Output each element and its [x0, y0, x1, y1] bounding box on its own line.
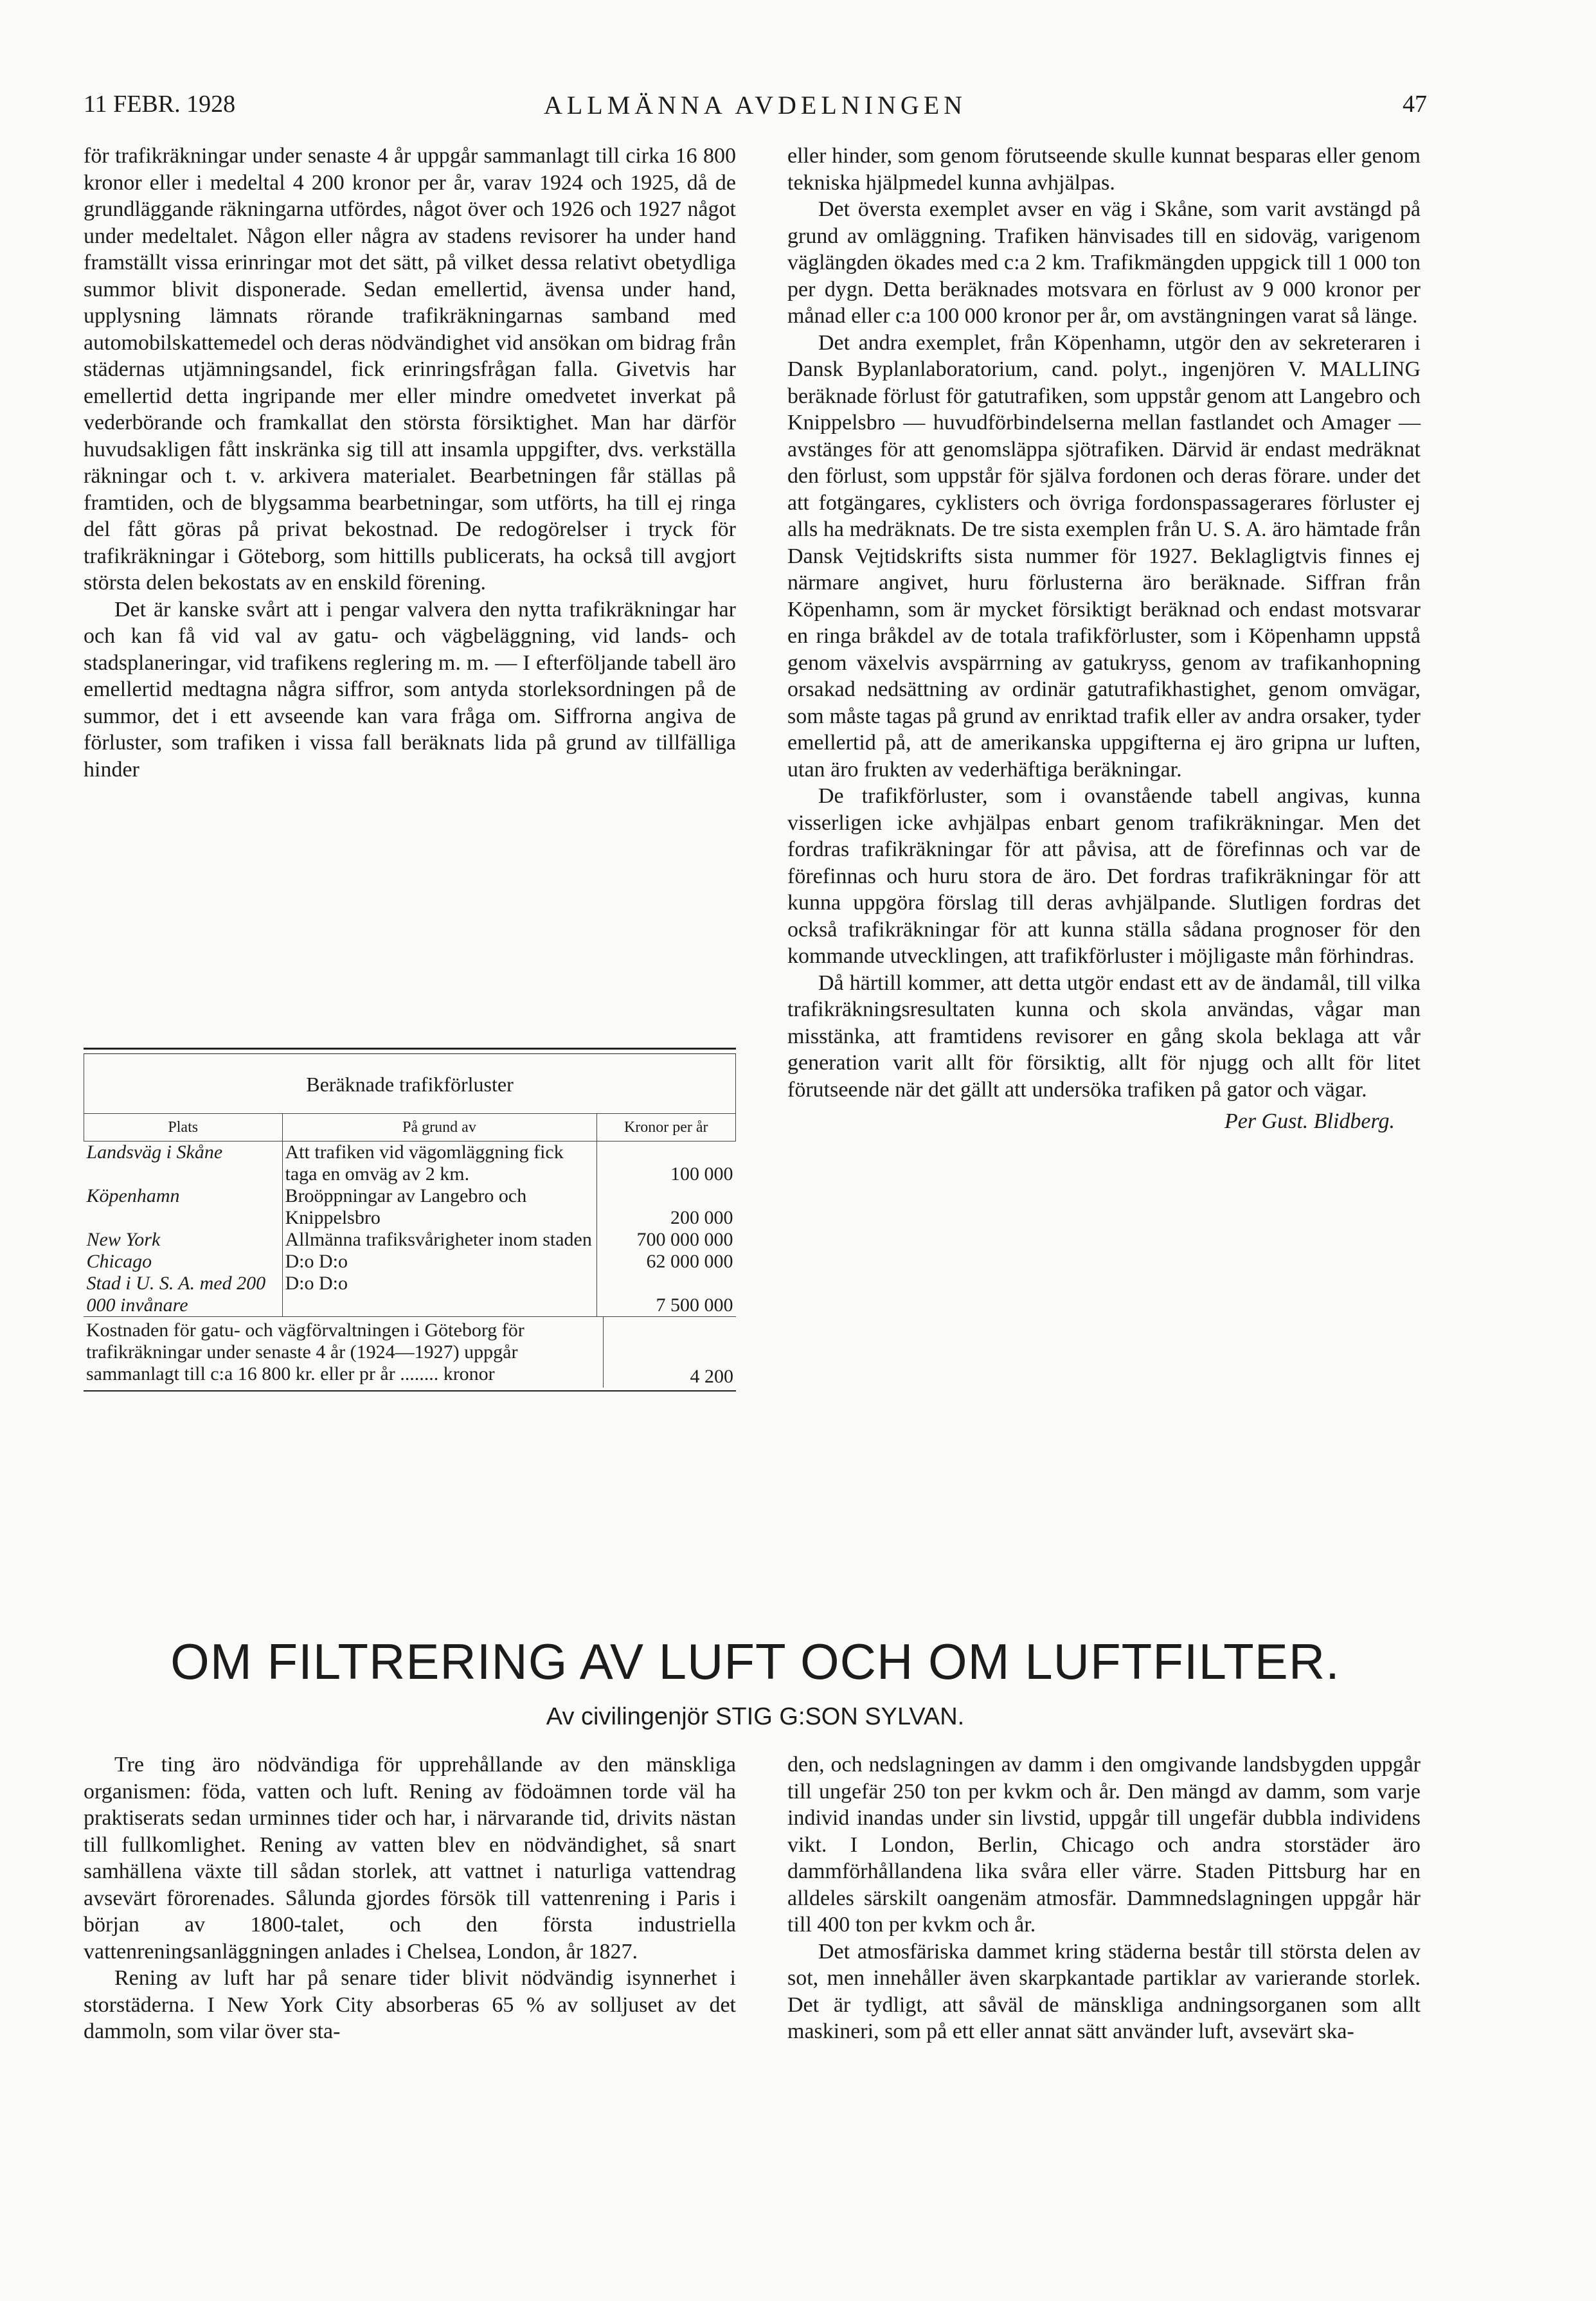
table-top-rule: [84, 1048, 736, 1054]
table-row: [84, 1185, 736, 1229]
cell-place: Köpenhamn: [84, 1185, 283, 1229]
paragraph: Då härtill kommer, att detta utgör endast ett av de ändamål, till vilka trafikräkningsresultaten kunna och skola användas, vågar man misstänka, att framtidens revisorer en gång skola beklaga att vår generation varit allt för försiktig, allt för njugg och allt för litet förutseende när det gällt att undersöka trafiken på gator och vägar.: [787, 971, 1421, 1102]
cell-reason: Att trafiken vid vägomläggning fick taga en omväg av 2 km.: [282, 1142, 596, 1186]
author-signature: Per Gust. Blidberg.: [1224, 1109, 1395, 1133]
right-column: [787, 143, 1421, 1135]
table-row: [84, 1229, 736, 1251]
section-title: ALLMÄNNA AVDELNINGEN: [543, 91, 967, 120]
loss-table: [84, 1048, 736, 1392]
cell-amount: 100 000: [670, 1163, 733, 1185]
article-left-column: [84, 1751, 736, 2045]
issue-date: 11 FEBR. 1928: [84, 91, 236, 118]
cell-amount: 62 000 000: [646, 1251, 733, 1272]
cell-place: Stad i U. S. A. med 200 000 invånare: [84, 1273, 283, 1316]
paragraph: eller hinder, som genom förutseende skulle kunnat besparas eller genom tekniska hjälpmedel kunna avhjälpas.: [787, 144, 1421, 195]
page-number: 47: [1403, 91, 1427, 118]
paragraph: Tre ting äro nödvändiga för upprehållande av den mänskliga organismen: föda, vatten och luft. Rening av födoämnen torde väl ha praktiserats sedan urminnes tider och har, i närvarande tid, drivits nästan till fullkomlighet. Rening av vatten blev en nödvändighet, så snart samhällena växte till sådan storlek, att vattnet i naturliga vattendrag avsevärt förorenades. Sålunda gjordes försök till vattenrening i Paris i början av 1800-talet, och den första industriella vattenreningsanläggningen anlades i Chelsea, London, år 1827.: [84, 1753, 736, 1964]
paragraph: Rening av luft har på senare tider blivit nödvändig isynnerhet i storstäderna. I New York City absorberas 65 % av solljuset av det dammoln, som vilar över sta-: [84, 1966, 736, 2043]
paragraph: för trafikräkningar under senaste 4 år uppgår sammanlagt till cirka 16 800 kronor eller i medeltal 4 200 kronor per år, varav 1924 och 1925, då de grundläggande räkningarna utfördes, något över och 1926 och 1927 något under medeltalet. Någon eller några av stadens revisorer ha under hand framställt vissa erinringar mot det sätt, på vilket dessa relativt obetydliga summor blivit disponerade. Sedan emellertid, ävensa under hand, upplysning lämnats rörande trafikräkningarnas samband med automobilskattemedel och deras nödvändighet vid ansökan om bidrag från städernas utjämningsandel, fick erinringsfrågan falla. Givetvis har emellertid detta ingripande mer eller mindre omedvetet inverkat på vederbörande och framkallat den största försiktighet. Man har därför huvudsakligen fått inskränka sig till att insamla uppgifter, dvs. verkställa räkningar och t. v. arkivera materialet. Bearbetningen får ställas på framtiden, och de blygsamma bearbetningar, som utförts, ha till ej ringa del fått göras på privat bekostnad. De redogörelser i tryck för trafikräkningar i Göteborg, som hittills publicerats, ha också till avgjort största delen bekostats av en enskild förening.: [84, 144, 736, 595]
table-row: [84, 1251, 736, 1273]
table-footer: [84, 1316, 736, 1388]
left-column: [84, 143, 736, 783]
loss-table-grid: [84, 1113, 736, 1316]
table-bottom-rule: [84, 1390, 736, 1392]
cell-place: Landsväg i Skåne: [84, 1142, 283, 1186]
table-row: [84, 1142, 736, 1186]
page-header: [84, 90, 1427, 129]
cell-reason: D:o D:o: [282, 1273, 596, 1316]
cell-place: Chicago: [84, 1251, 283, 1273]
col-header-place: Plats: [84, 1114, 283, 1142]
paragraph: Det är kanske svårt att i pengar valvera den nytta trafikräkningar har och kan få vid val av gatu- och vägbeläggning, vid lands- och stadsplaneringar, vid trafikens reglering m. m. — I efterföljande tabell äro emellertid medtagna några siffror, som antyda storleksordningen på de summor, det i ett avseende kan vara fråga om. Siffrorna angiva de förluster, som trafiken i vissa fall beräknats lida på grund av tillfälliga hinder: [84, 597, 736, 782]
cell-place: New York: [84, 1229, 283, 1251]
paragraph: Det översta exemplet avser en väg i Skåne, som varit avstängd på grund av omläggning. Trafiken hänvisades till en sidoväg, varigenom väglängden ökades med c:a 2 km. Trafikmängden uppgick till 1 000 ton per dygn. Detta beräknades motsvara en förlust av 9 000 kronor per månad eller c:a 100 000 kronor per år, om avstängningen varat så länge.: [787, 197, 1421, 328]
article-byline: Av civilingenjör STIG G:SON SYLVAN.: [546, 1703, 965, 1730]
table-title: Beräknade trafikförluster: [84, 1054, 736, 1113]
cell-amount: 700 000 000: [636, 1229, 733, 1250]
paragraph: den, och nedslagningen av damm i den omgivande landsbygden uppgår till ungefär 250 ton per kvkm och år. Den mängd av damm, som varje individ inandas under sin livstid, uppgår till ungefär dubbla individens vikt. I London, Berlin, Chicago och andra storstäder äro dammförhållandena lika svåra eller värre. Staden Pittsburg har en alldeles särskilt oangenäm atmosfär. Dammnedslagningen uppgår här till 400 ton per kvkm och år.: [787, 1753, 1421, 1937]
paragraph: De trafikförluster, som i ovanstående tabell angivas, kunna visserligen icke avhjälpas enbart genom trafikräkningar. Men det fordras trafikräkningar för att påvisa, att de förefinnas och var de förefinnas och huru stora de äro. Det fordras trafikräkningar för att kunna uppgöra förslag till deras avhjälpande. Slutligen fordras det också trafikräkningar för att kunna ställa sådana prognoser för den kommande utvecklingen, att trafikförluster i möjligaste mån förhindras.: [787, 784, 1421, 968]
article-title: OM FILTRERING AV LUFT OCH OM LUFTFILTER.: [170, 1633, 1340, 1690]
cell-amount: 200 000: [670, 1207, 733, 1228]
cell-reason: D:o D:o: [282, 1251, 596, 1273]
col-header-reason: På grund av: [282, 1114, 596, 1142]
table-row: [84, 1273, 736, 1316]
article-right-column: [787, 1751, 1421, 2045]
cell-amount: 7 500 000: [656, 1294, 733, 1316]
paragraph: Det atmosfäriska dammet kring städerna består till största delen av sot, men innehåller även skarpkantade partiklar av varierande storlek. Det är tydligt, att såväl de mänskliga andningsorganen som allt maskineri, som på ett eller annat sätt använder luft, avsevärt ska-: [787, 1939, 1421, 2043]
cell-reason: Allmänna trafiksvårigheter inom staden: [282, 1229, 596, 1251]
footer-text: Kostnaden för gatu- och vägförvaltningen i Göteborg för trafikräkningar under senaste 4 år (1924—1927) uppgår sammanlagt till c:a 16 800 kr. eller pr år ........ kronor: [84, 1317, 604, 1388]
col-header-amount: Kronor per år: [596, 1114, 736, 1142]
paragraph: Det andra exemplet, från Köpenhamn, utgör den av sekreteraren i Dansk Byplanlaboratorium, cand. polyt., ingenjören V. MALLING beräknade förlust för gatutrafiken, som uppstår genom att Langebro och Knippelsbro — huvudförbindelserna mellan fastlandet och Amager — avstänges för att genomsläppa sjötrafiken. Därvid är endast medräknat den förlust, som uppstår för själva fordonen och deras förare. under det att fotgängares, cyklisters och övriga fordonspassagerares förluster ej alls ha medräknats. De tre sista exemplen från U. S. A. äro hämtade från Dansk Vejtidskrifts sista nummer för 1927. Beklagligtvis finnes ej närmare angivet, huru förlusterna äro beräknade. Siffran från Köpenhamn, som är mycket försiktigt beräknad och endast motsvarar en ringa bråkdel av de totala trafikförluster, som i Köpenhamn uppstå genom växelvis avspärrning av gatukryss, genom av trafikanhopning orsakad nedsättning av ordinär gatutrafikhastighet, genom omvägar, som måste tagas på grund av enriktad trafik eller av andra orsaker, tyder emellertid på, att de amerikanska uppgifterna ej äro gripna ur luften, utan äro frukten av vederhäftiga beräkningar.: [787, 330, 1421, 782]
cell-reason: Broöppningar av Langebro och Knippelsbro: [282, 1185, 596, 1229]
footer-amount: 4 200: [690, 1366, 733, 1387]
